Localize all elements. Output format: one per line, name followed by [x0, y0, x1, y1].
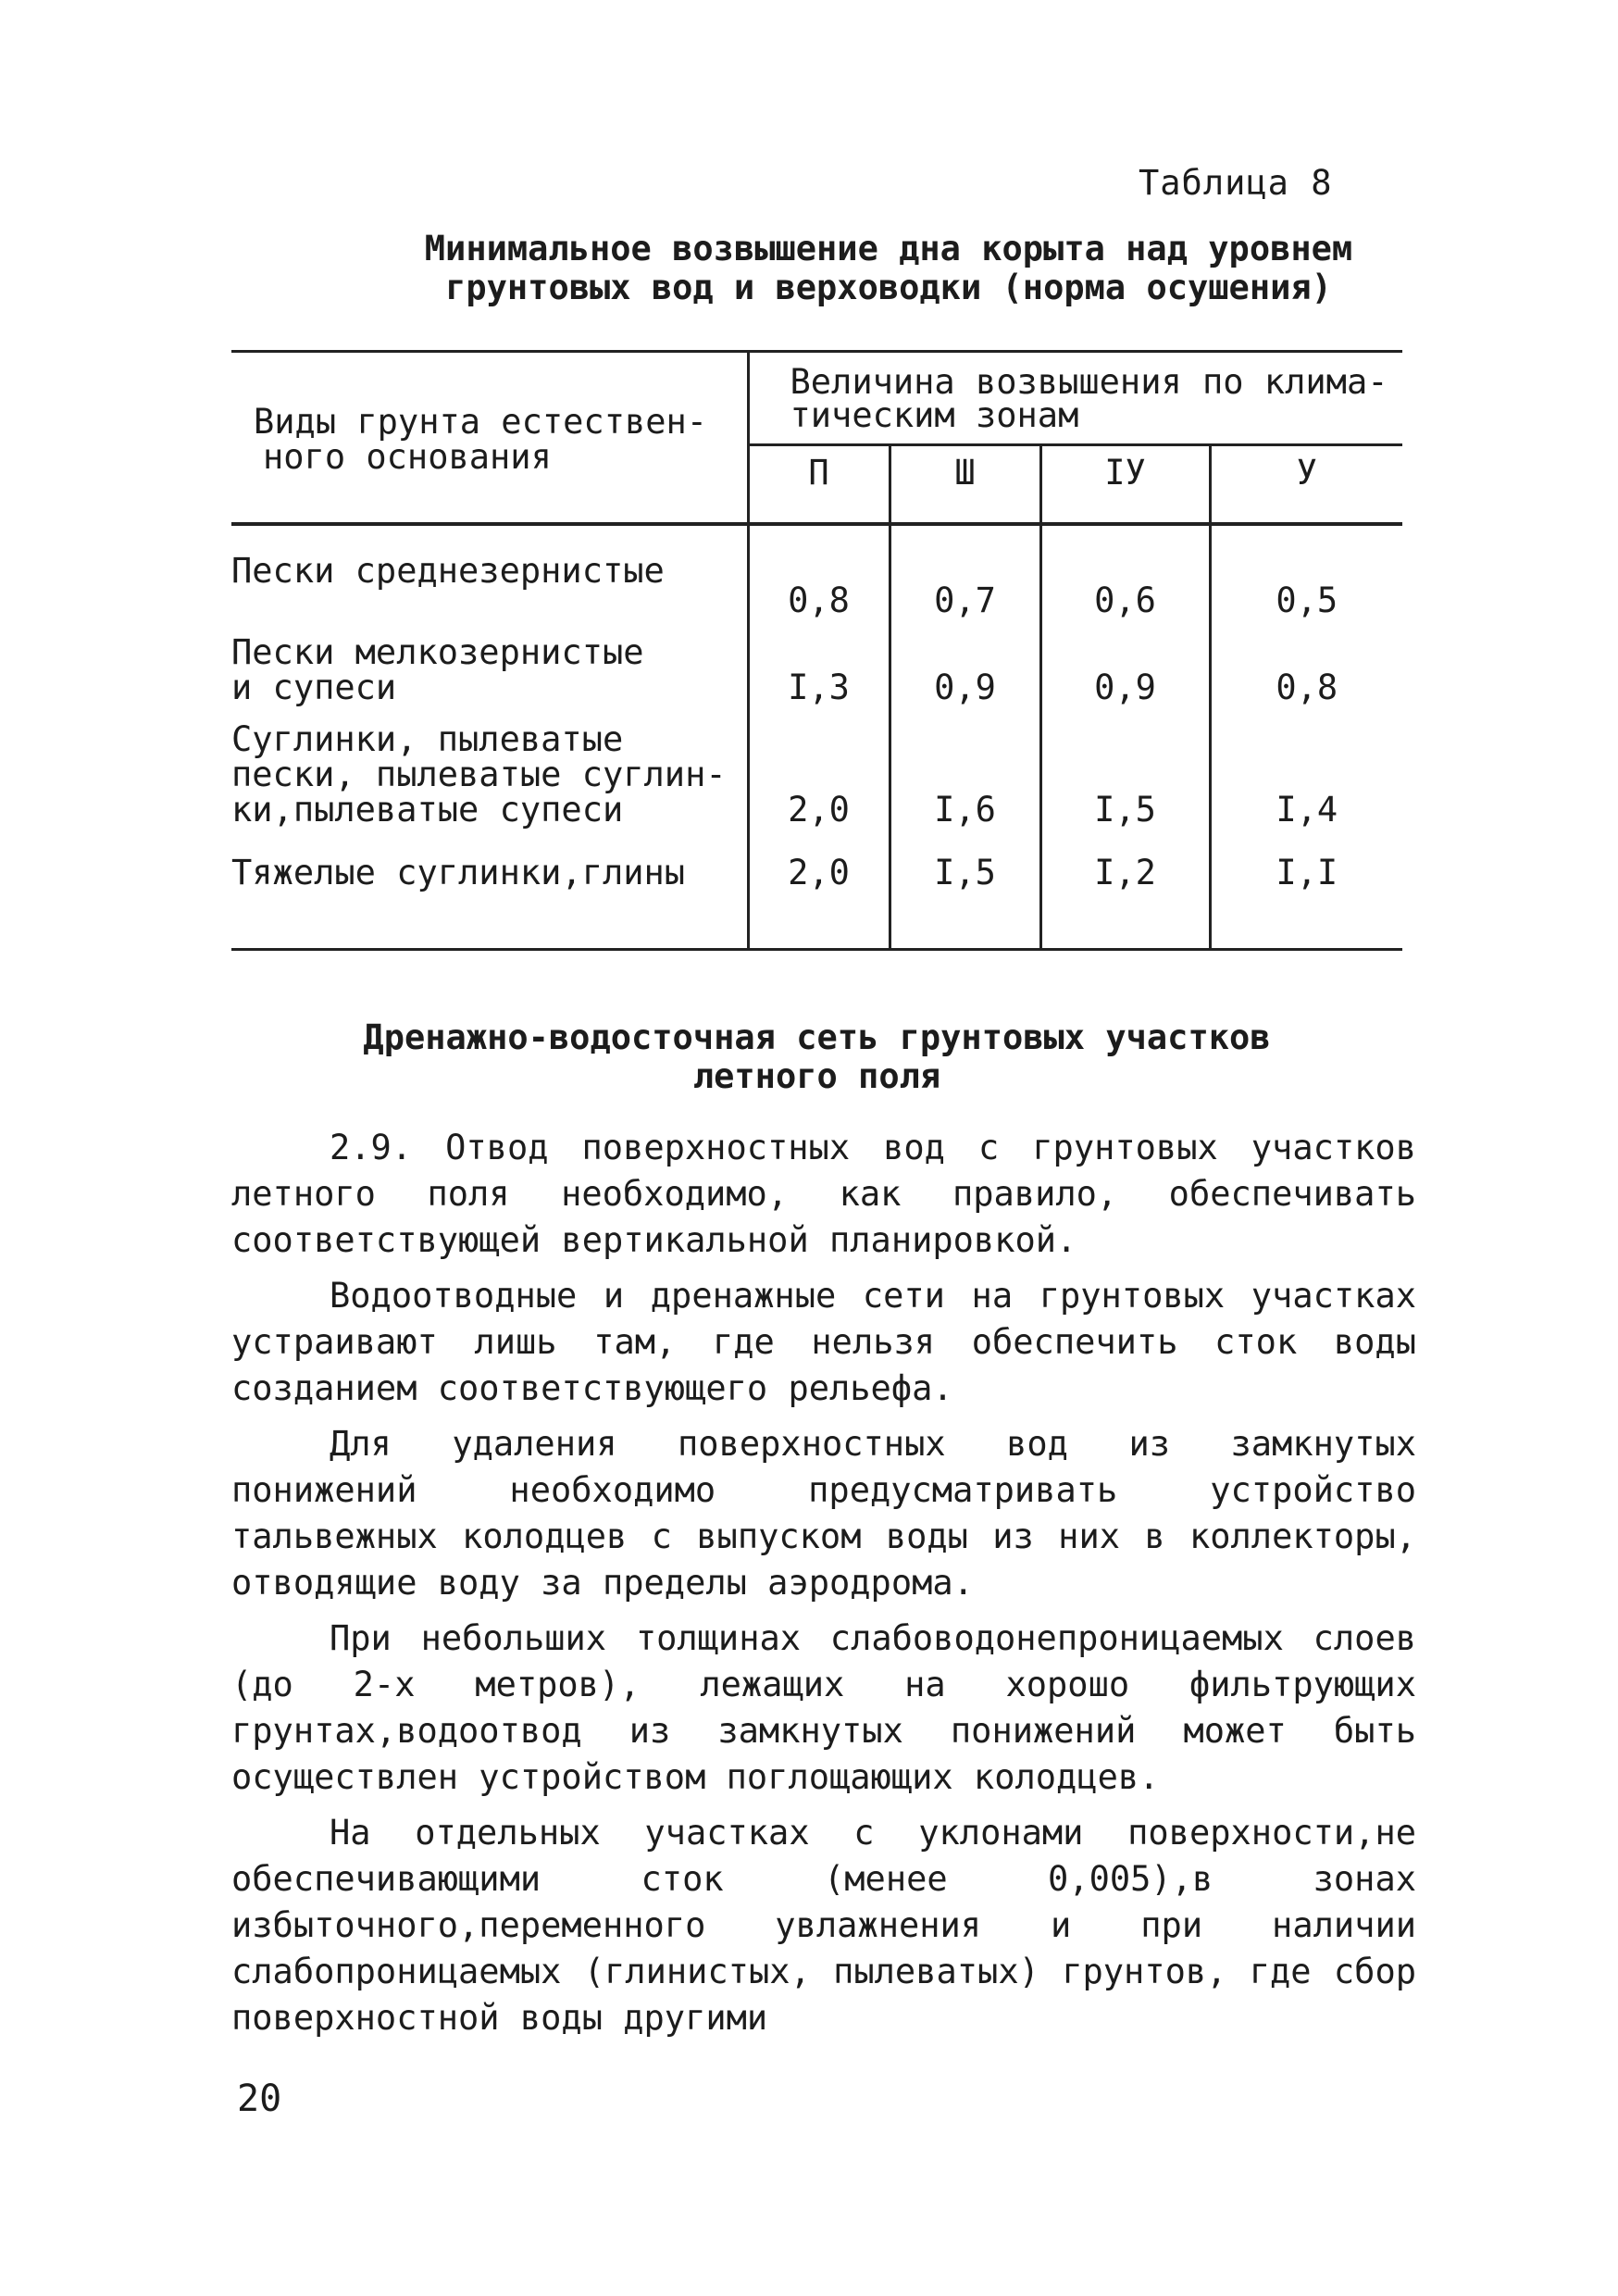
- table-label: Таблица 8: [1139, 163, 1333, 203]
- cell-value: I,2: [1040, 828, 1210, 950]
- cell-value: I,3: [748, 618, 890, 705]
- soil-elevation-table: [231, 350, 1402, 951]
- page-number: 20: [237, 2078, 282, 2120]
- cell-value: I,5: [890, 828, 1040, 950]
- paragraph: При небольших толщинах слабоводонепроницаемых слоев (до 2-х метров), лежащих на хорошо фильтрующих грунтах,водоотвод из замкнутых понижений может быть осуществлен устройством поглощающих колодцев.: [231, 1618, 1416, 1797]
- section-title-line: Дренажно-водосточная сеть грунтовых участков: [363, 1017, 1271, 1057]
- soil-type-line: Суглинки, пылеватые: [231, 719, 624, 759]
- table-caption-line: грунтовых вод и верховодки (норма осушения): [445, 268, 1332, 307]
- table-caption: [407, 230, 1370, 307]
- table-row: [231, 828, 1402, 950]
- header-zone: П: [748, 445, 890, 525]
- table-caption-line: Минимальное возвышение дна корыта над уровнем: [424, 229, 1353, 268]
- cell-value: 0,8: [748, 524, 890, 618]
- paragraph: Для удаления поверхностных вод из замкнутых понижений необходимо предусматривать устройство тальвежных колодцев с выпуском воды из них в коллекторы, отводящие воду за пределы аэродрома.: [231, 1424, 1416, 1603]
- cell-value: I,I: [1210, 828, 1402, 950]
- cell-value: 0,9: [890, 618, 1040, 705]
- cell-value: I,4: [1276, 790, 1338, 830]
- cell-soil-type: [231, 618, 748, 705]
- section-title: [231, 1018, 1402, 1096]
- table-row: [231, 618, 1402, 705]
- cell-value: 0,7: [890, 524, 1040, 618]
- section-title-line: летного поля: [692, 1056, 941, 1096]
- soil-type-line: Тяжелые суглинки,глины: [231, 853, 686, 892]
- soil-type-line: Пески среднезернистые: [231, 551, 665, 591]
- soil-type-line: пески, пылеватые суглин-: [231, 755, 727, 794]
- soil-type-line: ки,пылеватые супеси: [231, 790, 624, 830]
- soil-type-line: и супеси: [231, 668, 397, 707]
- cell-value: I,6: [890, 705, 1040, 828]
- body-text: [231, 1125, 1416, 2051]
- table-row: [231, 524, 1402, 618]
- cell-value: 0,5: [1276, 580, 1338, 620]
- paragraph: На отдельных участках с уклонами поверхности,не обеспечивающими сток (менее 0,005),в зонах избыточного,переменного увлажнения и при наличии слабопроницаемых (глинистых, пылеватых) грунтов, где сбор поверхностной воды другими: [231, 1813, 1416, 2038]
- cell-soil-type: [231, 705, 748, 828]
- cell-value: 0,6: [1040, 524, 1210, 618]
- cell-soil-type: [231, 524, 748, 618]
- soil-type-line: Пески мелкозернистые: [231, 632, 644, 672]
- header-zone: Ш: [890, 445, 1040, 525]
- cell-value: 2,0: [748, 705, 890, 828]
- cell-value: I,5: [1040, 705, 1210, 828]
- header-zone: IУ: [1040, 445, 1210, 525]
- header-elevation-line: Величина возвышения по клима-: [790, 362, 1388, 402]
- cell-value: 2,0: [748, 828, 890, 950]
- cell-value: 0,8: [1276, 668, 1338, 707]
- table-row: [231, 705, 1402, 828]
- paragraph: 2.9. Отвод поверхностных вод с грунтовых участков летного поля необходимо, как правило, обеспечивать соответствующей вертикальной планировкой.: [231, 1128, 1416, 1260]
- header-soil-type: [231, 352, 748, 525]
- cell-soil-type: [231, 828, 748, 950]
- cell-value: 0,9: [1040, 618, 1210, 705]
- header-soil-type-line: Виды грунта естествен-: [254, 402, 708, 442]
- header-elevation-line: тическим зонам: [790, 395, 1079, 435]
- header-soil-type-line: ного основания: [263, 437, 552, 477]
- paragraph: Водоотводные и дренажные сети на грунтовых участках устраивают лишь там, где нельзя обеспечить сток воды созданием соответствующего рельефа.: [231, 1276, 1416, 1408]
- header-elevation-group: [748, 352, 1402, 445]
- header-zone: У: [1210, 445, 1402, 525]
